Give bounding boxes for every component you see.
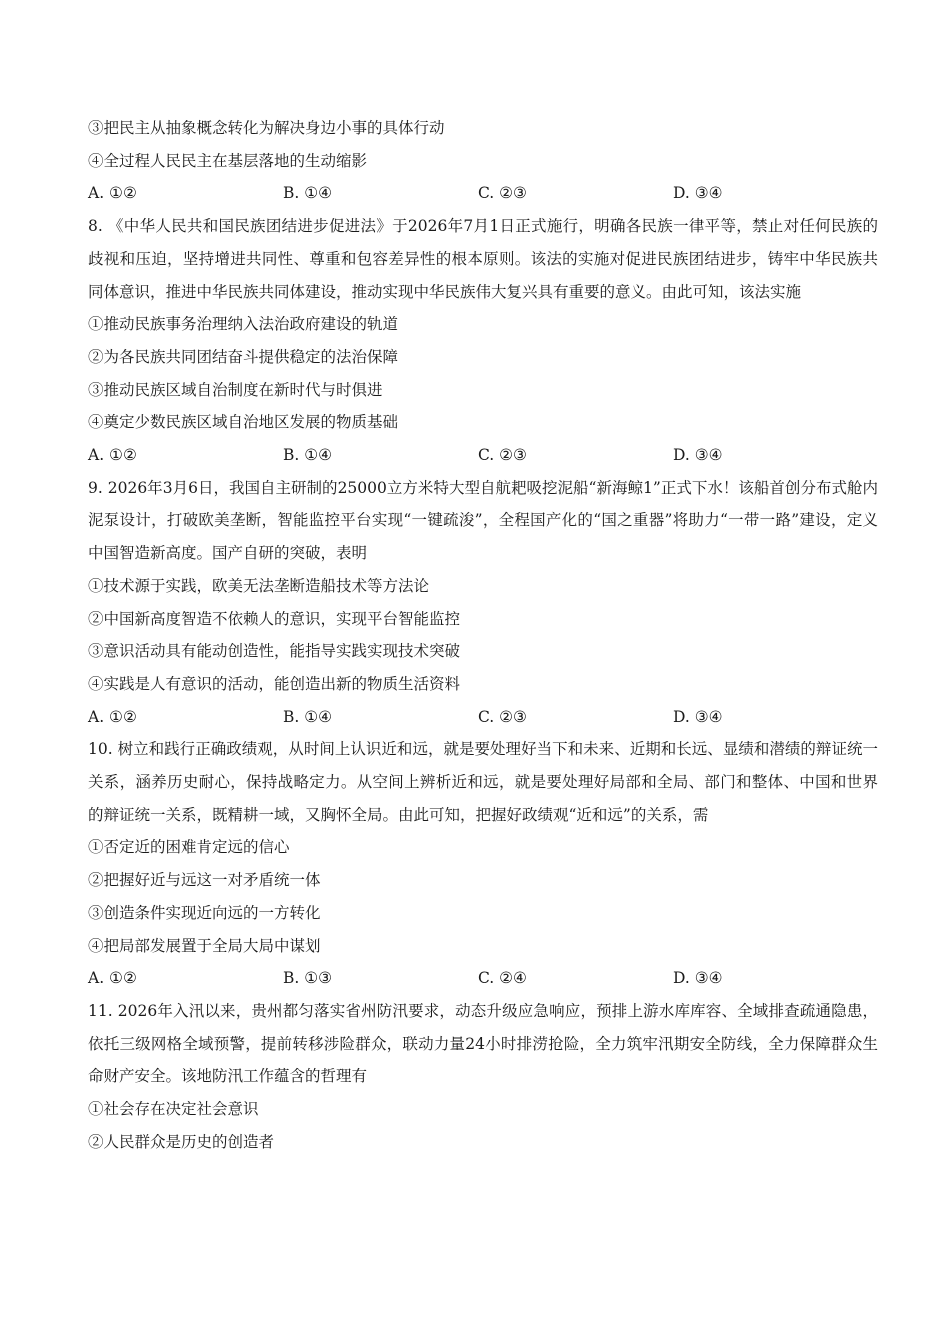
- q11-option-1: ①社会存在决定社会意识: [88, 1100, 259, 1119]
- q7-choice-a: A. ①②: [88, 184, 137, 203]
- q10-choices: [88, 962, 878, 995]
- q9-option-4: ④实践是人有意识的活动，能创造出新的物质生活资料: [88, 674, 461, 693]
- q10-choice-a: A. ①②: [88, 969, 137, 988]
- q9-option-3: ③意识活动具有能动创造性，能指导实践实现技术突破: [88, 642, 461, 661]
- q8-choices: [88, 439, 878, 472]
- q7-option-4: ④全过程人民民主在基层落地的生动缩影: [88, 151, 368, 170]
- q8-option-1: ①推动民族事务治理纳入法治政府建设的轨道: [88, 315, 399, 334]
- q9-stem: 9. 2026年3月6日，我国自主研制的25000立方米特大型自航耙吸挖泥船“新海鲸1”正式下水！该船首创分布式舱内泥泵设计，打破欧美垄断，智能监控平台实现“一键疏浚”，全程国产化的“国之重器”将助力“一带一路”建设，定义中国智造新高度。国产自研的突破，表明: [88, 478, 878, 563]
- q7-choice-b: B. ①④: [283, 184, 333, 203]
- q7-option-3: ③把民主从抽象概念转化为解决身边小事的具体行动: [88, 119, 445, 137]
- q7-choice-d: D. ③④: [673, 184, 723, 203]
- q8-option-3: ③推动民族区域自治制度在新时代与时俱进: [88, 380, 383, 399]
- q8-choice-a: A. ①②: [88, 446, 137, 465]
- q7-choice-c: C. ②③: [478, 184, 527, 203]
- q8-choice-d: D. ③④: [673, 446, 723, 465]
- q9-choice-c: C. ②③: [478, 707, 527, 726]
- q10-option-4: ④把局部发展置于全局大局中谋划: [88, 936, 321, 955]
- q11-option-2: ②人民群众是历史的创造者: [88, 1132, 275, 1151]
- q10-stem: 10. 树立和践行正确政绩观，从时间上认识近和远，就是要处理好当下和未来、近期和长远、显绩和潜绩的辩证统一关系，涵养历史耐心，保持战略定力。从空间上辨析近和远，就是要处理好局部和全局、部门和整体、中国和世界的辩证统一关系，既精耕一域，又胸怀全局。由此可知，把握好政绩观“近和远”的关系，需: [88, 740, 878, 824]
- q8-option-4: ④奠定少数民族区域自治地区发展的物质基础: [88, 413, 399, 432]
- q8-option-2: ②为各民族共同团结奋斗提供稳定的法治保障: [88, 347, 399, 366]
- q9-choices: [88, 701, 878, 734]
- q11-stem: 11. 2026年入汛以来，贵州都匀落实省州防汛要求，动态升级应急响应，预排上游水库库容、全域排查疏通隐患，依托三级网格全域预警，提前转移涉险群众，联动力量24小时排涝抢险，全力筑牢汛期安全防线，全力保障群众生命财产安全。该地防汛工作蕴含的哲理有: [88, 1001, 878, 1086]
- q10-choice-c: C. ②④: [478, 969, 527, 988]
- q9-choice-d: D. ③④: [673, 707, 723, 726]
- q10-choice-d: D. ③④: [673, 969, 723, 988]
- q8-choice-b: B. ①④: [283, 446, 333, 465]
- q8-stem: 8. 《中华人民共和国民族团结进步促进法》于2026年7月1日正式施行，明确各民族一律平等，禁止对任何民族的歧视和压迫，坚持增进共同性、尊重和包容差异性的根本原则。该法的实施对促进民族团结进步，铸牢中华民族共同体意识，推进中华民族共同体建设，推动实现中华民族伟大复兴具有重要的意义。由此可知，该法实施: [88, 217, 878, 301]
- q8-choice-c: C. ②③: [478, 446, 527, 465]
- q10-choice-b: B. ①③: [283, 969, 333, 988]
- q10-option-3: ③创造条件实现近向远的一方转化: [88, 903, 321, 922]
- q9-option-1: ①技术源于实践，欧美无法垄断造船技术等方法论: [88, 576, 430, 595]
- q9-choice-b: B. ①④: [283, 707, 333, 726]
- q10-option-2: ②把握好近与远这一对矛盾统一体: [88, 871, 321, 890]
- q7-choices: [88, 177, 878, 210]
- exam-page: [88, 112, 878, 1159]
- q9-option-2: ②中国新高度智造不依赖人的意识，实现平台智能监控: [88, 609, 461, 628]
- q10-option-1: ①否定近的困难肯定远的信心: [88, 838, 290, 857]
- q9-choice-a: A. ①②: [88, 707, 137, 726]
